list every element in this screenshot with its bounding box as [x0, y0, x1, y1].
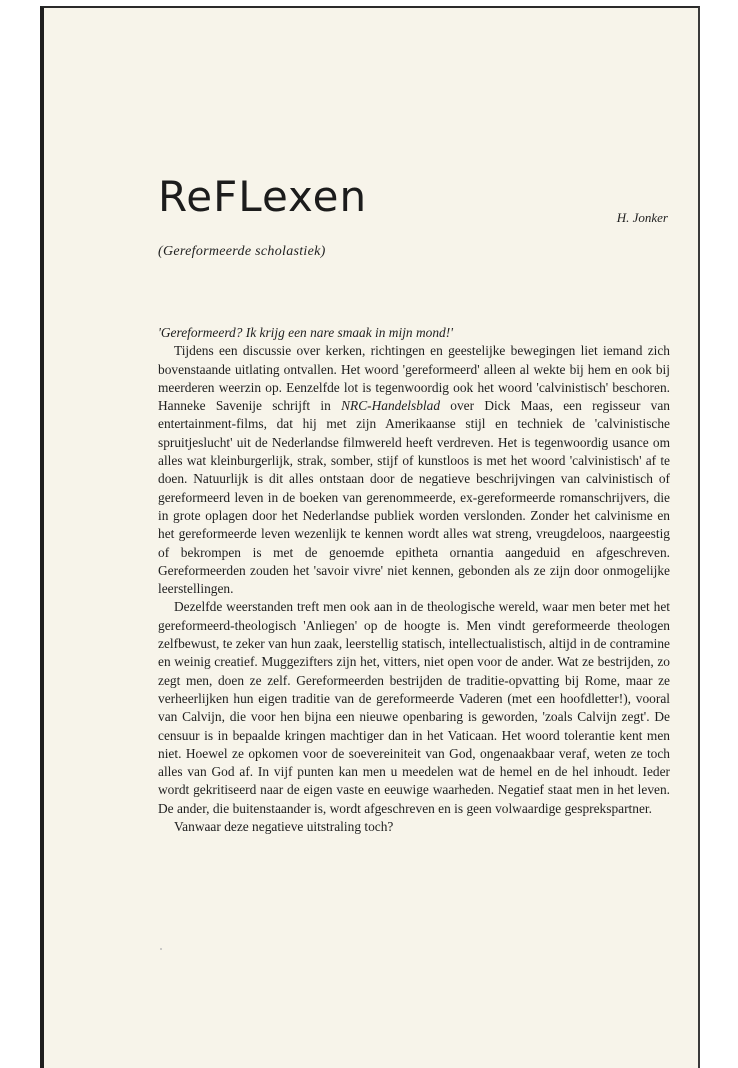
- book-page: [40, 6, 700, 1068]
- newspaper-name: NRC-Handelsblad: [341, 398, 441, 414]
- opening-quote: 'Gereformeerd? Ik krijg een nare smaak in mijn mond!': [158, 325, 454, 340]
- article-title: ReFLexen: [158, 172, 368, 221]
- paragraph-1-part-b: over Dick Maas, een regisseur van entertainment-films, dat hij met zijn Amerikaanse stijl en techniek de 'calvinistische spruitjeslucht' uit de Nederlandse filmwereld heeft verdreven. Het is tegenwoordig usance om alles wat kleinburgerlijk, strak, somber, stijf of kunstloos is met het woord 'calvinistisch' af te doen. Natuurlijk is dit alles ontstaan door de negatieve beschrijvingen van calvinistisch of gereformeerd leven in de boeken van gerenommeerde, ex-gereformeerde romanschrijvers, die in grote oplagen door het Nederlandse publiek worden verslonden. Zonder het calvinisme en het gereformeerde leven wezenlijk te kennen wordt alles wat streng, vreugdeloos, naargeestig of bekrompen is met de genoemde epitheta ornantia aangeduid en afgeschreven. Gereformeerden zouden het 'savoir vivre' niet kennen, gebonden als ze zijn door onmogelijke leerstellingen.: [158, 398, 671, 597]
- paragraph-3: Vanwaar deze negatieve uitstraling toch?: [174, 819, 394, 835]
- article-subtitle: (Gereformeerde scholastiek): [158, 244, 326, 259]
- print-speck: [160, 948, 162, 950]
- paragraph-1: [158, 342, 670, 598]
- article-body: [158, 324, 670, 836]
- article-author: H. Jonker: [616, 210, 668, 225]
- paragraph-2: Dezelfde weerstanden treft men ook aan in de theologische wereld, waar men beter met het gereformeerd-theologisch 'Anliegen' op de hoogte is. Men vindt gereformeerde theologen zelfbewust, te zeker van hun zaak, leerstellig statisch, intellectualistisch, altijd in de contramine en weinig creatief. Muggezifters zijn het, vitters, niet open voor de ander. Wat ze bestrijden, zo zegt men, doen ze zelf. Gereformeerden bestrijden de traditie-opvatting bij Rome, maar ze verheerlijken hun eigen traditie van de gereformeerde Vaderen (met een hoofdletter!), vooral van Calvijn, die voor hen bijna een nieuwe openbaring is geworden, 'zoals Calvijn zegt'. De censuur is in bepaalde kringen machtiger dan in het Vaticaan. Het woord tolerantie kent men niet. Hoewel ze opkomen voor de soevereiniteit van God, ongenaakbaar veraf, weten ze toch alles van God af. In vijf punten kan men u meedelen wat de hemel en de hel inhoudt. Ieder wordt gekritiseerd naar de eigen vaste en eeuwige waarheden. Negatief staat men in het leven. De ander, die buitenstaander is, wordt afgeschreven en is geen volwaardige gesprekspartner.: [158, 599, 670, 816]
- paragraph-1-part-a: Tijdens een discussie over kerken, richtingen en geestelijke bewegingen liet iemand zich bovenstaande uitlating ontvallen. Het woord 'gereformeerd' alleen al wekte bij hem en ook bij meerderen weerzin op. Eenzelfde lot is tegenwoordig ook het woord 'calvinistisch' beschoren. Hanneke Savenije schrijft in: [158, 343, 670, 414]
